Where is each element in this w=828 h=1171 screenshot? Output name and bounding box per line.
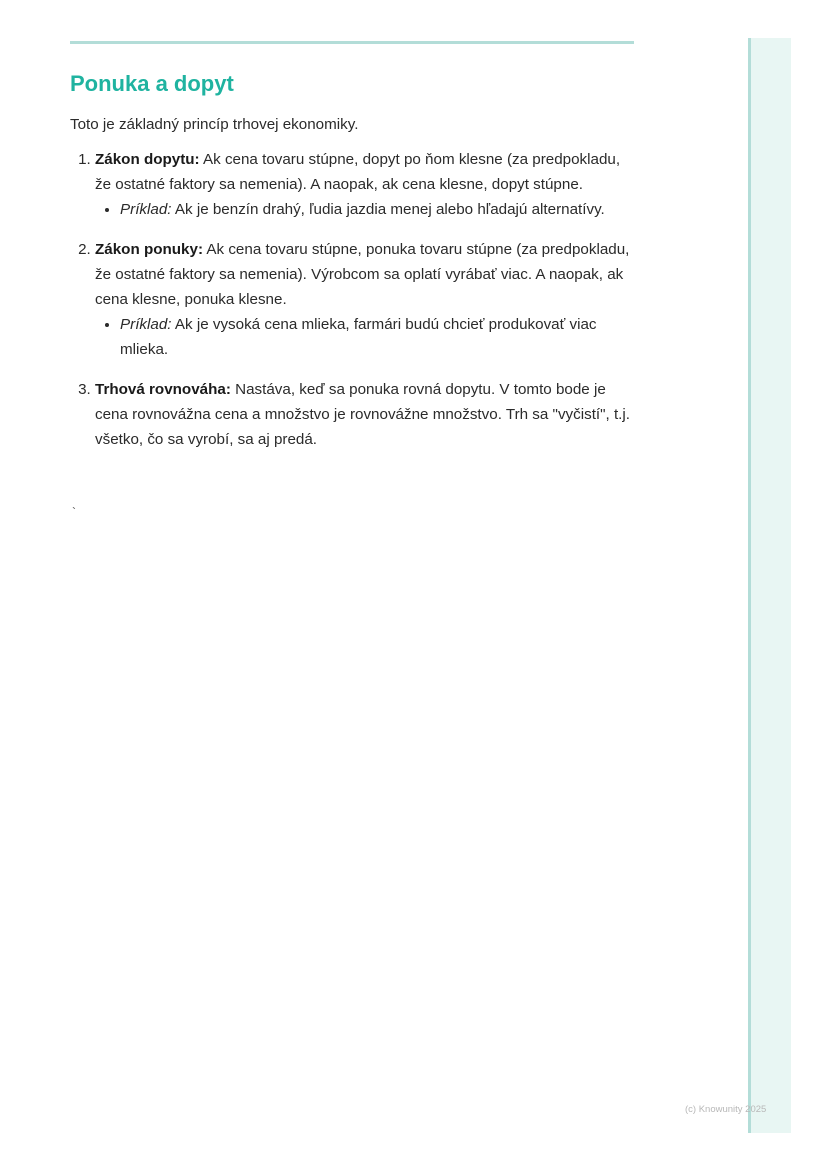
side-decoration-line — [748, 38, 751, 1133]
side-decoration-band — [748, 38, 791, 1133]
item-text: Ak cena tovaru stúpne, ponuka tovaru stúpne (za predpokladu, že ostatné faktory sa nemenia). Výrobcom sa oplatí vyrábať viac. A naopak, ak cena klesne, ponuka klesne. — [95, 241, 630, 308]
term-label: Zákon dopytu: — [95, 151, 200, 168]
stray-backtick: ` — [72, 505, 76, 519]
example-list — [95, 197, 640, 222]
list-item-equilibrium — [95, 377, 640, 452]
document-content — [70, 68, 640, 467]
example-label: Príklad: — [120, 316, 172, 333]
principles-list — [70, 147, 640, 452]
example-list — [95, 312, 640, 362]
copyright-footer: (c) Knowunity 2025 — [685, 1104, 767, 1115]
example-text: Ak je benzín drahý, ľudia jazdia menej alebo hľadajú alternatívy. — [171, 201, 605, 218]
item-text: Nastáva, keď sa ponuka rovná dopytu. V tomto bode je cena rovnovážna cena a množstvo je rovnovážne množstvo. Trh sa "vyčistí", t.j. všetko, čo sa vyrobí, sa aj predá. — [95, 381, 630, 448]
top-divider — [70, 41, 634, 44]
example-item — [120, 197, 640, 222]
example-text: Ak je vysoká cena mlieka, farmári budú chcieť produkovať viac mlieka. — [120, 316, 597, 358]
item-text: Ak cena tovaru stúpne, dopyt po ňom klesne (za predpokladu, že ostatné faktory sa nemenia). A naopak, ak cena klesne, dopyt stúpne. — [95, 151, 621, 193]
example-item — [120, 312, 640, 362]
list-item-demand — [95, 147, 640, 222]
page-title: Ponuka a dopyt — [70, 71, 234, 96]
list-item-supply — [95, 237, 640, 362]
intro-paragraph: Toto je základný princíp trhovej ekonomiky. — [70, 116, 359, 133]
term-label: Zákon ponuky: — [95, 241, 204, 258]
example-label: Príklad: — [120, 201, 172, 218]
term-label: Trhová rovnováha: — [95, 381, 231, 398]
